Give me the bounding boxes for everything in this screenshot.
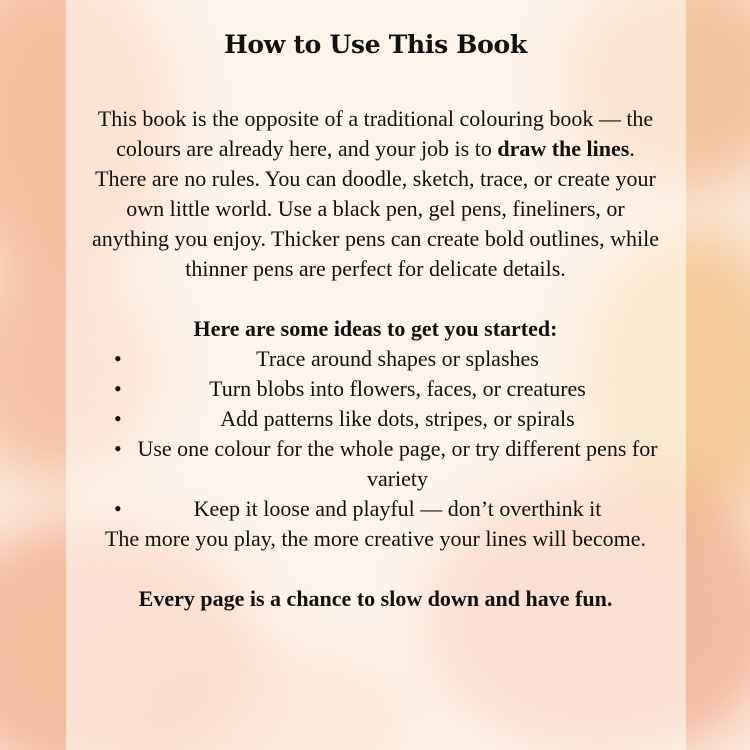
closing-paragraph: The more you play, the more creative your lines will become.	[104, 526, 647, 551]
list-item	[88, 434, 663, 494]
rules-paragraph: There are no rules. You can doodle, sketch, trace, or create your own little world. Use a black pen, gel pens, fineliners, or anything you enjoy. Thicker pens can create bold outlines, while thinner pens are perfect for delicate details.	[92, 166, 659, 281]
ideas-heading: Here are some ideas to get you started:	[193, 316, 558, 341]
list-item-text: Trace around shapes or splashes	[256, 346, 539, 371]
list-item-text: Turn blobs into flowers, faces, or creatures	[209, 376, 586, 401]
intro-paragraph	[88, 104, 663, 164]
intro-bold-text: draw the lines	[497, 136, 630, 161]
list-item	[88, 404, 663, 434]
list-item-text: Add patterns like dots, stripes, or spirals	[220, 406, 575, 431]
bullet-icon: •	[114, 436, 122, 461]
body-text	[88, 104, 663, 614]
bullet-icon: •	[114, 406, 122, 431]
list-item	[88, 344, 663, 374]
bullet-icon: •	[114, 376, 122, 401]
list-item	[88, 374, 663, 404]
page-content	[88, 0, 663, 750]
list-item	[88, 494, 663, 524]
intro-end: .	[629, 136, 635, 161]
list-item-text: Keep it loose and playful — don’t overthink it	[193, 496, 602, 521]
list-item-text: Use one colour for the whole page, or try different pens for variety	[137, 436, 658, 491]
page-title: How to Use This Book	[224, 30, 527, 59]
intro-text: This book is the opposite of a traditional colouring book — the colours are already here, and your job is to	[97, 106, 654, 161]
bullet-icon: •	[114, 496, 122, 521]
ideas-list	[88, 344, 663, 524]
bullet-icon: •	[114, 346, 122, 371]
final-line: Every page is a chance to slow down and have fun.	[138, 586, 613, 611]
